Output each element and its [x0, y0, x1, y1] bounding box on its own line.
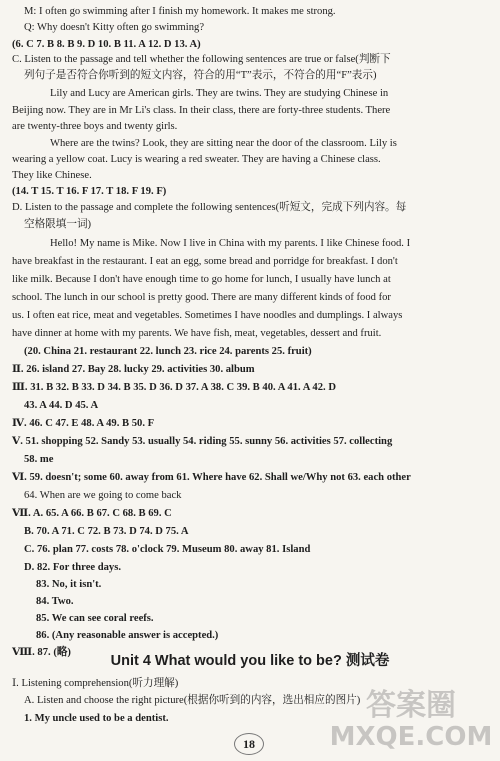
section-c-instruction-cont: 列句子是否符合你听到的短文内容，符合的用“T”表示，不符合的用“F”表示)	[24, 70, 377, 81]
answers-section-7d: D. 82. For three days.	[24, 562, 122, 573]
passage-d-line: us. I often eat rice, meat and vegetables. Sometimes I have noodles and dumplings. I always	[12, 310, 403, 321]
answers-section-3-cont: 43. A 44. D 45. A	[24, 400, 99, 411]
answers-section-5-cont: 58. me	[24, 454, 54, 465]
section-d-instruction-cont: 空格限填一词)	[24, 219, 92, 230]
answers-section-7c: C. 76. plan 77. costs 78. o'clock 79. Museum 80. away 81. Island	[24, 544, 311, 555]
answers-section-6-cont: 64. When are we going to come back	[24, 490, 182, 501]
passage-d-line: have dinner at home with my parents. We have fish, meat, vegetables, dessert and fruit.	[12, 328, 382, 339]
unit-test-title: Unit 4 What would you like to be? 测试卷	[110, 653, 390, 669]
watermark-bottom-text: MXQE.COM	[329, 722, 493, 751]
dialogue-line-q: Q: Why doesn't Kitty often go swimming?	[24, 22, 205, 33]
answers-20-25: (20. China 21. restaurant 22. lunch 23. rice 24. parents 25. fruit)	[24, 346, 312, 357]
answers-14-19: (14. T 15. T 16. F 17. T 18. F 19. F)	[12, 186, 167, 197]
answers-section-6: Ⅵ. 59. doesn't; some 60. away from 61. Where have 62. Shall we/Why not 63. each other	[12, 472, 411, 483]
passage-c-line: wearing a yellow coat. Lucy is wearing a red sweater. They are having a Chinese class.	[12, 154, 381, 165]
passage-d-line: like milk. Because I don't have enough time to go home for lunch, I usually have lunch at	[12, 274, 391, 285]
answer-83: 83. No, it isn't.	[36, 579, 102, 590]
dialogue-line-m: M: I often go swimming after I finish my homework. It makes me strong.	[24, 6, 336, 17]
answers-section-5: Ⅴ. 51. shopping 52. Sandy 53. usually 54. riding 55. sunny 56. activities 57. collecting	[12, 436, 393, 447]
page-number-text: 18	[243, 737, 255, 751]
passage-d-line: Hello! My name is Mike. Now I live in China with my parents. I like Chinese food. I	[50, 238, 411, 249]
passage-d-line: school. The lunch in our school is pretty good. There are many different kinds of food for	[12, 292, 391, 303]
answers-section-3: Ⅲ. 31. B 32. B 33. D 34. B 35. D 36. D 37. A 38. C 39. B 40. A 41. A 42. D	[12, 382, 336, 393]
watermark-graphic	[326, 681, 496, 751]
passage-c-line: They like Chinese.	[12, 170, 92, 181]
listening-item-1: 1. My uncle used to be a dentist.	[24, 713, 169, 724]
answers-6-13: (6. C 7. B 8. B 9. D 10. B 11. A 12. D 13. A)	[12, 39, 201, 50]
passage-c-line: Beijing now. They are in Mr Li's class. In their class, there are forty-three students. There	[12, 105, 391, 116]
passage-c-line: Where are the twins? Look, they are sitting near the door of the classroom. Lily is	[50, 138, 397, 149]
answers-section-4: Ⅳ. 46. C 47. E 48. A 49. B 50. F	[12, 418, 155, 429]
listening-heading: Ⅰ. Listening comprehension(听力理解)	[12, 678, 179, 689]
answers-section-7a: Ⅶ. A. 65. A 66. B 67. C 68. B 69. C	[12, 508, 172, 519]
passage-c-line: Lily and Lucy are American girls. They are twins. They are studying Chinese in	[50, 88, 389, 99]
answer-86: 86. (Any reasonable answer is accepted.)	[36, 630, 219, 641]
passage-d-line: have breakfast in the restaurant. I eat an egg, some bread and porridge for breakfast. I don't	[12, 256, 398, 267]
watermark-logo	[326, 681, 496, 751]
answers-section-7b: B. 70. A 71. C 72. B 73. D 74. D 75. A	[24, 526, 189, 537]
page-number	[234, 733, 264, 755]
answers-section-2: Ⅱ. 26. island 27. Bay 28. lucky 29. activities 30. album	[12, 364, 255, 375]
answer-85: 85. We can see coral reefs.	[36, 613, 154, 624]
answer-84: 84. Two.	[36, 596, 74, 607]
passage-c-line: are twenty-three boys and twenty girls.	[12, 121, 178, 132]
listening-part-a-instruction: A. Listen and choose the right picture(根据你听到的内容，选出相应的图片)	[24, 695, 361, 706]
section-c-instruction: C. Listen to the passage and tell whether the following sentences are true or false(判断下	[12, 54, 391, 65]
section-d-instruction: D. Listen to the passage and complete the following sentences(听短文，完成下列内容。每	[12, 202, 407, 213]
watermark-top-text: 答案圈	[366, 688, 456, 723]
answers-section-8: Ⅷ. 87. (略)	[12, 647, 71, 658]
